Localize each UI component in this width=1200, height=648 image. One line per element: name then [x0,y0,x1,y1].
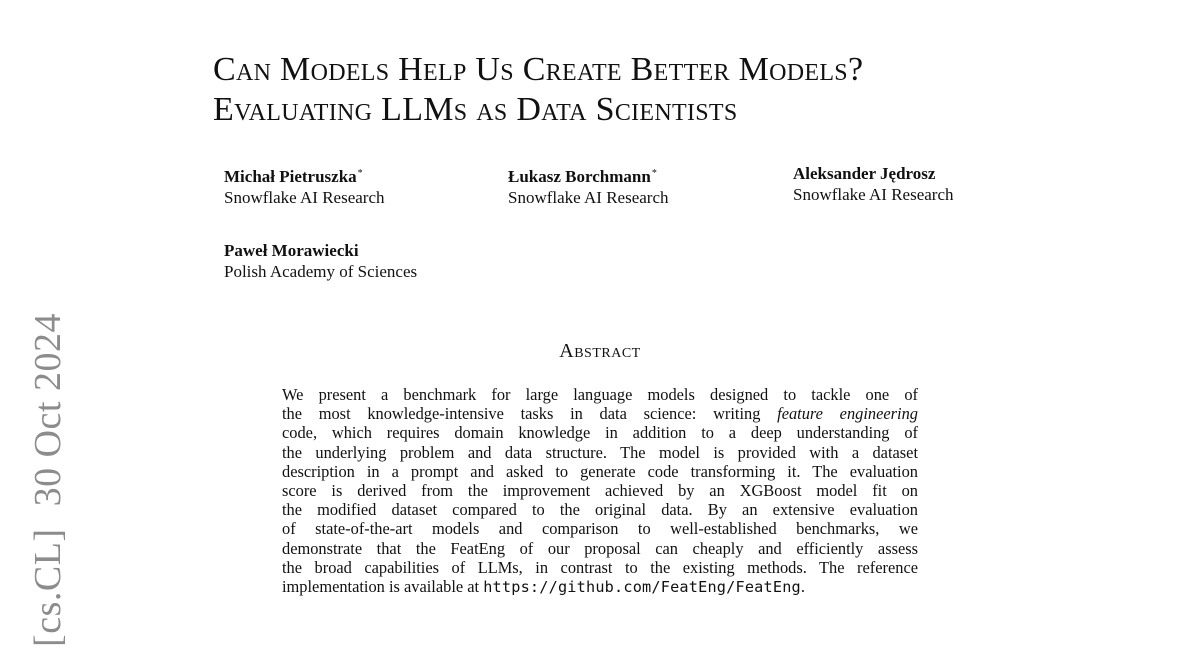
author-block [508,163,669,208]
abstract-line: code, which requires domain knowledge in addition to a deep understanding of [282,423,918,443]
abstract-line: the underlying problem and data structure. The model is provided with a dataset [282,442,918,462]
abstract-line: demonstrate that the FeatEng of our proposal can cheaply and efficiently assess [282,538,918,558]
title-line-1: Can Models Help Us Create Better Models? [213,51,864,88]
arxiv-category: [cs.CL] [27,528,69,647]
author-affiliation: Snowflake AI Research [793,185,954,204]
author-name: Łukasz Borchmann* [508,167,657,186]
abstract-line: the broad capabilities of LLMs, in contrast to the existing methods. The reference [282,557,918,577]
abstract-line: description in a prompt and asked to generate code transforming it. The evaluation [282,461,918,481]
author-name: Michał Pietruszka* [224,167,363,186]
author-block [224,240,417,282]
abstract-line: We present a benchmark for large language models designed to tackle one of [282,385,918,404]
title-line-2: Evaluating LLMs as Data Scientists [213,91,738,128]
equal-contribution-mark: * [651,168,657,179]
author-affiliation: Snowflake AI Research [508,188,669,207]
repository-link[interactable]: https://github.com/FeatEng/FeatEng [483,578,801,597]
abstract-heading: Abstract [559,340,641,362]
abstract-line: the most knowledge-intensive tasks in data science: writing feature engineering [282,404,918,424]
author-block [224,163,385,208]
author-block [793,163,954,205]
abstract-body [282,385,918,597]
abstract-line: implementation is available at https://github.com/FeatEng/FeatEng. [282,577,805,597]
author-name: Paweł Morawiecki [224,241,359,260]
arxiv-stamp [26,313,70,647]
paper-title [213,50,1113,130]
italic-term: feature engineering [777,404,918,424]
abstract-line: the modified dataset compared to the original data. By an extensive evaluation [282,500,918,520]
author-affiliation: Polish Academy of Sciences [224,262,418,281]
equal-contribution-mark: * [357,168,363,179]
author-name: Aleksander Jędrosz [793,164,936,183]
abstract-line: score is derived from the improvement achieved by an XGBoost model fit on [282,481,918,501]
abstract-line: of state-of-the-art models and comparison to well-established benchmarks, we [282,519,918,539]
arxiv-date: 30 Oct 2024 [27,313,69,507]
author-affiliation: Snowflake AI Research [224,188,385,207]
